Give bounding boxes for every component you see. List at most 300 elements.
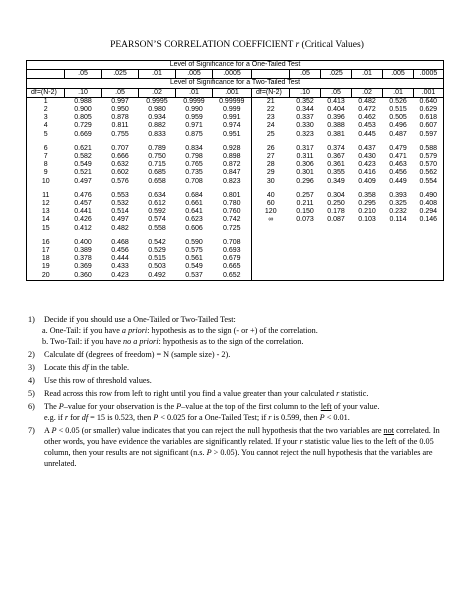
value-cell: 0.146: [414, 216, 444, 224]
df-cell: 25: [252, 131, 290, 139]
value-cell: 0.304: [327, 191, 345, 199]
value-cell: 0.574: [148, 216, 166, 224]
value-cell: 0.755: [111, 130, 129, 138]
df-cell: 12: [27, 200, 65, 208]
value-cell: 0.490: [414, 192, 444, 200]
df-cell: 16: [27, 239, 65, 247]
value-cell: 0.750: [148, 153, 166, 161]
step-3: 3) Locate this df in the table.: [28, 363, 130, 372]
one-tailed-level: .005: [383, 70, 414, 79]
empty-cell: [383, 255, 414, 263]
value-cell: 0.462: [358, 114, 376, 122]
instructions-list: [28, 314, 458, 469]
value-cell: 0.934: [148, 114, 166, 122]
value-cell: 0.497: [111, 216, 129, 224]
table-row: [27, 192, 444, 200]
value-cell: 0.872: [222, 161, 241, 169]
value-cell: 0.349: [327, 177, 345, 185]
value-cell: 0.468: [111, 238, 129, 246]
two-tailed-level: .10: [65, 88, 102, 97]
one-tailed-level: .01: [352, 70, 383, 79]
value-cell: 0.612: [148, 200, 166, 208]
value-cell: 0.433: [111, 263, 129, 271]
table-row: [27, 169, 444, 177]
value-cell: 0.526: [389, 97, 407, 105]
value-cell: 0.296: [296, 177, 314, 185]
table-row: [27, 178, 444, 186]
df-cell: 27: [252, 153, 290, 161]
value-cell: 0.974: [222, 122, 241, 130]
one-tailed-level: .005: [176, 70, 213, 79]
empty-cell: [383, 272, 414, 281]
one-tailed-level: .0005: [414, 70, 444, 79]
df-cell: ∞: [252, 216, 290, 224]
table-row: [27, 272, 444, 281]
value-cell: 0.323: [296, 130, 314, 138]
value-cell: 0.408: [414, 200, 444, 208]
table-row: [27, 131, 444, 139]
value-cell: 0.988: [74, 97, 92, 105]
empty-cell: [414, 272, 444, 281]
one-tailed-header: Level of Significance for a One-Tailed Test: [27, 61, 444, 70]
value-cell: 0.99999: [219, 97, 245, 105]
df-label: df=(N-2): [252, 88, 290, 97]
empty-cell: [290, 225, 321, 233]
empty-cell: [414, 255, 444, 263]
value-cell: 0.482: [111, 224, 129, 232]
value-cell: 0.367: [327, 153, 345, 161]
level-spacer: [252, 70, 290, 79]
value-cell: 0.950: [111, 106, 129, 114]
two-tailed-level: .05: [102, 88, 139, 97]
value-cell: 0.679: [222, 255, 241, 263]
value-cell: 0.980: [148, 106, 166, 114]
empty-cell: [352, 255, 383, 263]
two-tailed-level: .02: [352, 88, 383, 97]
table-row: [27, 255, 444, 263]
value-cell: 0.658: [148, 177, 166, 185]
value-cell: 0.301: [296, 169, 314, 177]
value-cell: 0.576: [111, 177, 129, 185]
df-cell: 8: [27, 161, 65, 169]
value-cell: 0.875: [185, 130, 203, 138]
df-cell: 29: [252, 169, 290, 177]
empty-cell: [321, 239, 352, 247]
value-cell: 0.990: [185, 106, 203, 114]
table-row: [27, 153, 444, 161]
value-cell: 0.295: [358, 200, 376, 208]
value-cell: 0.514: [111, 208, 129, 216]
one-tailed-level: .05: [65, 70, 102, 79]
empty-cell: [321, 272, 352, 281]
value-cell: 0.582: [74, 153, 92, 161]
value-cell: 0.588: [414, 145, 444, 153]
title-text: PEARSON’S CORRELATION COEFFICIENT: [110, 40, 296, 50]
table-row: [27, 208, 444, 216]
title-suffix: (Critical Values): [299, 40, 364, 50]
value-cell: 0.360: [65, 272, 102, 281]
two-tailed-header: Level of Significance for a Two-Tailed Test: [27, 79, 444, 88]
empty-cell: [352, 263, 383, 271]
empty-cell: [321, 225, 352, 233]
value-cell: 0.472: [358, 106, 376, 114]
value-cell: 0.959: [185, 114, 203, 122]
value-cell: 0.729: [74, 122, 92, 130]
value-cell: 0.412: [74, 224, 92, 232]
empty-cell: [252, 247, 290, 255]
empty-cell: [290, 272, 321, 281]
value-cell: 0.951: [222, 130, 241, 138]
value-cell: 0.456: [389, 169, 407, 177]
value-cell: 0.549: [74, 161, 92, 169]
two-tailed-level: .001: [213, 88, 252, 97]
table-row: [27, 225, 444, 233]
value-cell: 0.971: [185, 122, 203, 130]
value-cell: 0.632: [111, 161, 129, 169]
value-cell: 0.847: [222, 169, 241, 177]
two-tailed-level: .01: [383, 88, 414, 97]
value-cell: 0.413: [327, 97, 345, 105]
value-cell: 0.317: [296, 144, 314, 152]
critical-values-table: [26, 60, 444, 281]
empty-cell: [290, 263, 321, 271]
df-cell: 24: [252, 122, 290, 130]
value-cell: 0.708: [222, 238, 241, 246]
value-cell: 0.575: [185, 247, 203, 255]
table-row: [27, 263, 444, 271]
value-cell: 0.997: [111, 97, 129, 105]
value-cell: 0.457: [74, 200, 92, 208]
value-cell: 0.337: [296, 114, 314, 122]
empty-cell: [321, 263, 352, 271]
value-cell: 0.823: [222, 177, 241, 185]
df-cell: 6: [27, 145, 65, 153]
value-cell: 0.811: [111, 122, 129, 130]
empty-cell: [383, 247, 414, 255]
df-cell: 1: [27, 97, 65, 106]
value-cell: 0.210: [358, 208, 376, 216]
df-cell: 28: [252, 161, 290, 169]
value-cell: 0.542: [148, 238, 166, 246]
value-cell: 0.352: [296, 97, 314, 105]
df-cell: 120: [252, 208, 290, 216]
empty-cell: [290, 255, 321, 263]
value-cell: 0.515: [389, 106, 407, 114]
value-cell: 0.521: [74, 169, 92, 177]
value-cell: 0.641: [185, 208, 203, 216]
value-cell: 0.426: [74, 216, 92, 224]
value-cell: 0.487: [389, 130, 407, 138]
value-cell: 0.505: [389, 114, 407, 122]
df-cell: 18: [27, 255, 65, 263]
value-cell: 0.430: [358, 153, 376, 161]
value-cell: 0.423: [358, 161, 376, 169]
value-cell: 0.801: [222, 191, 241, 199]
value-cell: 0.9999: [183, 97, 205, 105]
value-cell: 0.549: [185, 263, 203, 271]
value-cell: 0.558: [148, 224, 166, 232]
value-cell: 0.597: [414, 131, 444, 139]
one-tailed-level: .0005: [213, 70, 252, 79]
value-cell: 0.991: [222, 114, 241, 122]
step-5: 5) Read across this row from left to right until you find a value greater than your calculated r statistic.: [28, 389, 369, 398]
value-cell: 0.361: [327, 161, 345, 169]
value-cell: 0.396: [327, 114, 345, 122]
value-cell: 0.388: [327, 122, 345, 130]
value-cell: 0.400: [74, 238, 92, 246]
df-cell: 13: [27, 208, 65, 216]
value-cell: 0.999: [222, 106, 241, 114]
empty-cell: [252, 255, 290, 263]
df-cell: 5: [27, 131, 65, 139]
value-cell: 0.833: [148, 130, 166, 138]
value-cell: 0.374: [327, 144, 345, 152]
value-cell: 0.707: [111, 144, 129, 152]
empty-cell: [383, 263, 414, 271]
value-cell: 0.640: [414, 97, 444, 106]
value-cell: 0.441: [74, 208, 92, 216]
two-tailed-level: .001: [414, 88, 444, 97]
value-cell: 0.661: [185, 200, 203, 208]
value-cell: 0.437: [358, 144, 376, 152]
value-cell: 0.602: [111, 169, 129, 177]
value-cell: 0.780: [222, 200, 241, 208]
value-cell: 0.537: [176, 272, 213, 281]
df-cell: 9: [27, 169, 65, 177]
empty-cell: [252, 263, 290, 271]
value-cell: 0.389: [74, 247, 92, 255]
value-cell: 0.515: [148, 255, 166, 263]
value-cell: 0.381: [327, 130, 345, 138]
df-cell: 26: [252, 145, 290, 153]
value-cell: 0.294: [414, 208, 444, 216]
two-tailed-level: .10: [290, 88, 321, 97]
one-tailed-level: .025: [321, 70, 352, 79]
value-cell: 0.232: [389, 208, 407, 216]
value-cell: 0.621: [74, 144, 92, 152]
level-spacer: [27, 70, 65, 79]
two-tailed-level: .05: [321, 88, 352, 97]
value-cell: 0.685: [148, 169, 166, 177]
table-row: [27, 97, 444, 106]
value-cell: 0.665: [222, 263, 241, 271]
empty-cell: [290, 239, 321, 247]
value-cell: 0.325: [389, 200, 407, 208]
value-cell: 0.150: [296, 208, 314, 216]
value-cell: 0.476: [74, 191, 92, 199]
table-row: [27, 200, 444, 208]
df-cell: 15: [27, 225, 65, 233]
value-cell: 0.898: [222, 153, 241, 161]
df-cell: 17: [27, 247, 65, 255]
value-cell: 0.928: [222, 144, 241, 152]
value-cell: 0.900: [74, 106, 92, 114]
df-cell: 7: [27, 153, 65, 161]
df-cell: 10: [27, 178, 65, 186]
empty-cell: [352, 239, 383, 247]
table-row: [27, 145, 444, 153]
step-1a: a. One-Tail: if you have a priori: hypothesis as to the sign (- or +) of the correlation.: [42, 326, 318, 335]
value-cell: 0.471: [389, 153, 407, 161]
value-cell: 0.634: [148, 191, 166, 199]
value-cell: 0.742: [222, 216, 241, 224]
value-cell: 0.805: [74, 114, 92, 122]
two-tailed-level: .01: [176, 88, 213, 97]
step-4: 4) Use this row of threshold values.: [28, 376, 152, 385]
value-cell: 0.257: [296, 191, 314, 199]
value-cell: 0.073: [296, 216, 314, 224]
empty-cell: [290, 247, 321, 255]
value-cell: 0.409: [358, 177, 376, 185]
value-cell: 0.669: [74, 130, 92, 138]
one-tailed-level: .01: [139, 70, 176, 79]
value-cell: 0.553: [111, 191, 129, 199]
value-cell: 0.444: [111, 255, 129, 263]
value-cell: 0.114: [389, 216, 407, 224]
value-cell: 0.562: [414, 169, 444, 177]
value-cell: 0.878: [111, 114, 129, 122]
one-tailed-level: .05: [290, 70, 321, 79]
value-cell: 0.355: [327, 169, 345, 177]
value-cell: 0.652: [213, 272, 252, 281]
value-cell: 0.715: [148, 161, 166, 169]
two-tailed-level: .02: [139, 88, 176, 97]
value-cell: 0.579: [414, 153, 444, 161]
empty-cell: [383, 225, 414, 233]
value-cell: 0.760: [222, 208, 241, 216]
value-cell: 0.590: [185, 238, 203, 246]
df-cell: 2: [27, 106, 65, 114]
df-cell: 40: [252, 192, 290, 200]
value-cell: 0.492: [139, 272, 176, 281]
value-cell: 0.211: [296, 200, 314, 208]
table-row: [27, 216, 444, 224]
title-variable: r: [295, 40, 300, 50]
one-tailed-levels-row: [27, 70, 444, 79]
empty-cell: [414, 239, 444, 247]
empty-cell: [252, 272, 290, 281]
value-cell: 0.178: [327, 208, 345, 216]
step-2: 2) Calculate df (degrees of freedom) = N (sample size) - 2).: [28, 350, 231, 359]
value-cell: 0.449: [389, 177, 407, 185]
value-cell: 0.404: [327, 106, 345, 114]
value-cell: 0.834: [185, 144, 203, 152]
value-cell: 0.9995: [146, 97, 168, 105]
df-cell: 30: [252, 178, 290, 186]
table-row: [27, 114, 444, 122]
table-row: [27, 239, 444, 247]
value-cell: 0.393: [389, 191, 407, 199]
df-label: df=(N-2): [27, 88, 65, 97]
value-cell: 0.330: [296, 122, 314, 130]
value-cell: 0.606: [185, 224, 203, 232]
value-cell: 0.532: [111, 200, 129, 208]
page-title: [0, 40, 474, 50]
value-cell: 0.693: [222, 247, 241, 255]
value-cell: 0.378: [74, 255, 92, 263]
empty-cell: [352, 247, 383, 255]
step-6: 6) The P–value for your observation is the P–value at the top of the first column to the left of your value.: [28, 402, 380, 411]
value-cell: 0.503: [148, 263, 166, 271]
value-cell: 0.708: [185, 177, 203, 185]
value-cell: 0.453: [358, 122, 376, 130]
step-1: 1) Decide if you should use a One-Tailed or Two-Tailed Test:: [28, 315, 236, 324]
value-cell: 0.882: [148, 122, 166, 130]
value-cell: 0.570: [414, 161, 444, 169]
one-tailed-level: .025: [102, 70, 139, 79]
table-row: [27, 161, 444, 169]
value-cell: 0.306: [296, 161, 314, 169]
value-cell: 0.607: [414, 122, 444, 130]
empty-cell: [383, 239, 414, 247]
value-cell: 0.496: [389, 122, 407, 130]
value-cell: 0.463: [389, 161, 407, 169]
value-cell: 0.456: [111, 247, 129, 255]
value-cell: 0.369: [74, 263, 92, 271]
value-cell: 0.629: [414, 106, 444, 114]
value-cell: 0.789: [148, 144, 166, 152]
value-cell: 0.798: [185, 153, 203, 161]
step-7: 7) A P < 0.05 (or smaller) value indicates that you can reject the null hypothesis that the two variables are not correlated. In other words, you have evidence the variables are significantly related. If your r statistic value lies to the left of the 0.05 column, then your results are not significant (n.s. P > 0.05). You cannot reject the null hypothesis that the variables are unrelated.: [28, 426, 440, 468]
value-cell: 0.087: [327, 216, 345, 224]
step-6-example: e.g. if r for df = 15 is 0.523, then P < 0.025 for a One-Tailed Test; if r is 0.599, then P < 0.01.: [44, 413, 350, 422]
df-cell: 21: [252, 97, 290, 106]
value-cell: 0.358: [358, 191, 376, 199]
df-cell: 19: [27, 263, 65, 271]
empty-cell: [414, 225, 444, 233]
value-cell: 0.765: [185, 161, 203, 169]
empty-cell: [352, 225, 383, 233]
two-tailed-levels-row: [27, 88, 444, 97]
value-cell: 0.479: [389, 144, 407, 152]
df-cell: 22: [252, 106, 290, 114]
df-cell: 3: [27, 114, 65, 122]
value-cell: 0.554: [414, 178, 444, 186]
value-cell: 0.529: [148, 247, 166, 255]
value-cell: 0.250: [327, 200, 345, 208]
value-cell: 0.311: [296, 153, 314, 161]
value-cell: 0.561: [185, 255, 203, 263]
empty-cell: [352, 272, 383, 281]
value-cell: 0.482: [358, 97, 376, 105]
value-cell: 0.423: [102, 272, 139, 281]
table-row: [27, 247, 444, 255]
df-cell: 60: [252, 200, 290, 208]
value-cell: 0.344: [296, 106, 314, 114]
empty-cell: [414, 247, 444, 255]
empty-cell: [321, 247, 352, 255]
value-cell: 0.445: [358, 130, 376, 138]
value-cell: 0.103: [358, 216, 376, 224]
empty-cell: [252, 239, 290, 247]
step-1b: b. Two-Tail: if you have no a priori: hypothesis as to the sign of the correlation.: [42, 337, 304, 346]
value-cell: 0.684: [185, 191, 203, 199]
df-cell: 4: [27, 122, 65, 130]
value-cell: 0.592: [148, 208, 166, 216]
df-cell: 11: [27, 192, 65, 200]
value-cell: 0.666: [111, 153, 129, 161]
empty-cell: [252, 225, 290, 233]
empty-cell: [414, 263, 444, 271]
value-cell: 0.497: [74, 177, 92, 185]
table-row: [27, 106, 444, 114]
df-cell: 23: [252, 114, 290, 122]
value-cell: 0.618: [414, 114, 444, 122]
value-cell: 0.416: [358, 169, 376, 177]
value-cell: 0.725: [222, 224, 241, 232]
value-cell: 0.623: [185, 216, 203, 224]
value-cell: 0.735: [185, 169, 203, 177]
